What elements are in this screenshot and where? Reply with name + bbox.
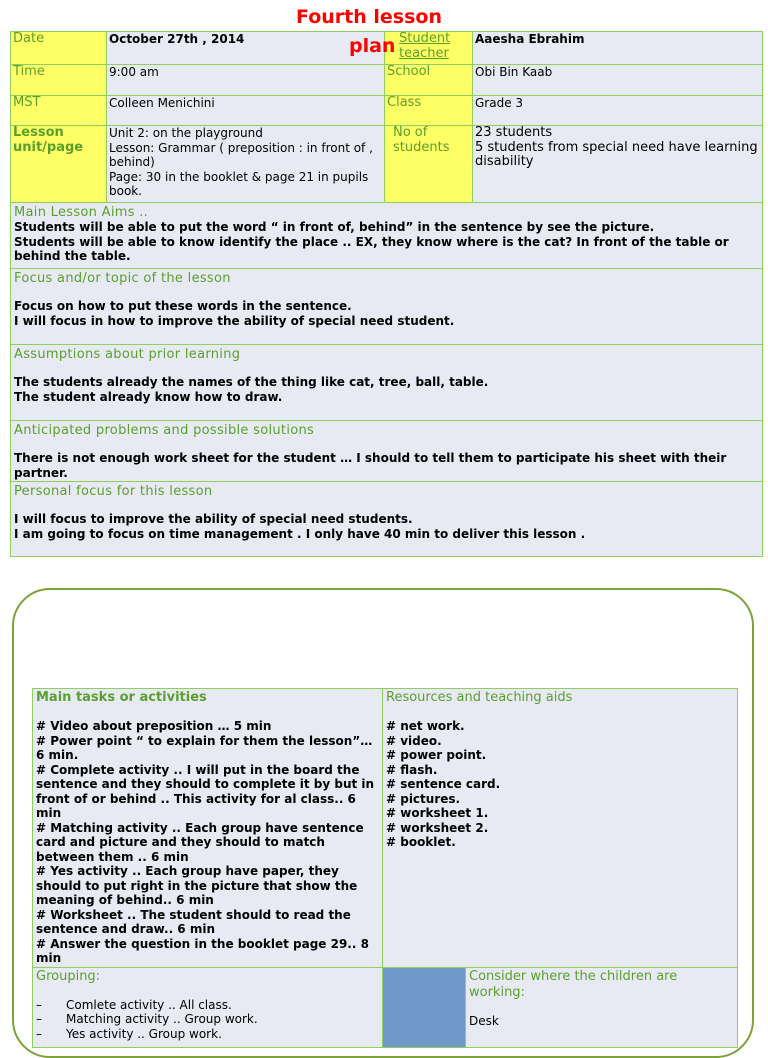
grouping-list [36, 998, 379, 1042]
date-label: Date [11, 32, 107, 65]
resource-item: # booklet. [386, 835, 456, 849]
problems-line: There is not enough work sheet for the student … I should to tell them to participate his sheet with their partner. [14, 451, 727, 480]
grouping-heading: Grouping: [36, 968, 101, 984]
date-value: October 27th , 2014 [107, 32, 385, 65]
activity-item: # Answer the question in the booklet page 29.. 8 min [36, 936, 369, 965]
students-value [473, 126, 763, 203]
resources-heading: Resources and teaching aids [386, 690, 573, 705]
unit-value [107, 126, 385, 203]
student-teacher-label: Student teacher [385, 32, 473, 65]
class-value: Grade 3 [473, 96, 763, 126]
assumptions-section [11, 345, 763, 421]
class-label: Class [385, 96, 473, 126]
blue-block [383, 967, 466, 1047]
resource-item: # worksheet 2. [386, 820, 489, 835]
mst-value: Colleen Menichini [107, 96, 385, 126]
resource-item: # sentence card. [386, 777, 501, 791]
aims-line: Students will be able to put the word “ in front of, behind” in the sentence by see the picture. [14, 220, 655, 234]
aims-line: Students will be able to know identify the place .. EX, they know where is the cat? In front of the table or behind the table. [14, 234, 729, 263]
unit-label: Lesson unit/page [11, 126, 107, 203]
title-line-2: plan [349, 35, 396, 57]
focus-heading: Focus and/or topic of the lesson [14, 271, 231, 286]
students-label: No of students [385, 126, 473, 203]
activity-item: # Matching activity .. Each group have sentence card and picture and they should to match between them .. 6 min [36, 820, 364, 864]
working-heading: Consider where the children are working: [469, 968, 678, 1000]
activity-item: # Worksheet .. The student should to read the sentence and draw.. 6 min [36, 907, 351, 936]
school-value: Obi Bin Kaab [473, 65, 763, 96]
assumptions-line: The students already the names of the thing like cat, tree, ball, table. [14, 375, 489, 389]
personal-section [11, 482, 763, 557]
school-label: School [385, 65, 473, 96]
activities-heading: Main tasks or activities [36, 690, 207, 705]
problems-section [11, 421, 763, 482]
resource-item: # power point. [386, 748, 487, 762]
time-value: 9:00 am [107, 65, 385, 96]
activities-table [32, 688, 738, 1048]
student-teacher-value: Aaesha Ebrahim [473, 32, 763, 65]
assumptions-line: The student already know how to draw. [14, 389, 283, 404]
time-label: Time [11, 65, 107, 96]
activity-item: # Complete activity .. I will put in the board the sentence and they should to complete it by but in front of or behind .. This activity for al class.. 6 min [36, 762, 375, 820]
grouping-item: – Comlete activity .. All class. [36, 998, 379, 1013]
assumptions-heading: Assumptions about prior learning [14, 347, 241, 362]
focus-line: Focus on how to put these words in the sentence. [14, 299, 352, 313]
unit-line: Page: 30 in the booklet & page 21 in pupils book. [109, 169, 369, 198]
resources-cell [383, 689, 738, 968]
unit-line: Unit 2: on the playground [109, 126, 263, 140]
working-value: Desk [469, 1013, 499, 1028]
focus-line: I will focus in how to improve the ability of special need student. [14, 313, 455, 328]
resource-item: # pictures. [386, 791, 461, 806]
focus-section [11, 269, 763, 345]
mst-label: MST [11, 96, 107, 126]
grouping-cell [33, 967, 383, 1047]
activity-item: # Video about preposition … 5 min [36, 719, 272, 733]
resource-item: # video. [386, 733, 442, 748]
grouping-item: – Matching activity .. Group work. [36, 1012, 379, 1027]
title-line-1: Fourth lesson [296, 6, 442, 28]
personal-line: I will focus to improve the ability of special need students. [14, 512, 413, 526]
resource-item: # flash. [386, 762, 438, 777]
students-line: 5 students from special need have learning disability [475, 139, 758, 169]
resource-item: # worksheet 1. [386, 806, 489, 820]
working-cell [466, 967, 738, 1047]
grouping-item: – Yes activity .. Group work. [36, 1027, 379, 1042]
problems-heading: Anticipated problems and possible solutions [14, 423, 315, 438]
unit-line: Lesson: Grammar ( preposition : in front of , behind) [109, 140, 373, 169]
aims-heading: Main Lesson Aims .. [14, 205, 149, 220]
lesson-info-table [10, 31, 763, 557]
aims-section [11, 203, 763, 269]
activity-item: # Power point “ to explain for them the lesson”… 6 min. [36, 733, 373, 762]
resource-item: # net work. [386, 719, 465, 733]
personal-heading: Personal focus for this lesson [14, 484, 213, 499]
activity-item: # Yes activity .. Each group have paper, they should to put right in the picture that show the meaning of behind.. 6 min [36, 864, 358, 907]
students-line: 23 students [475, 125, 553, 140]
personal-line: I am going to focus on time management . I only have 40 min to deliver this lesson . [14, 526, 586, 541]
activities-cell [33, 689, 383, 968]
